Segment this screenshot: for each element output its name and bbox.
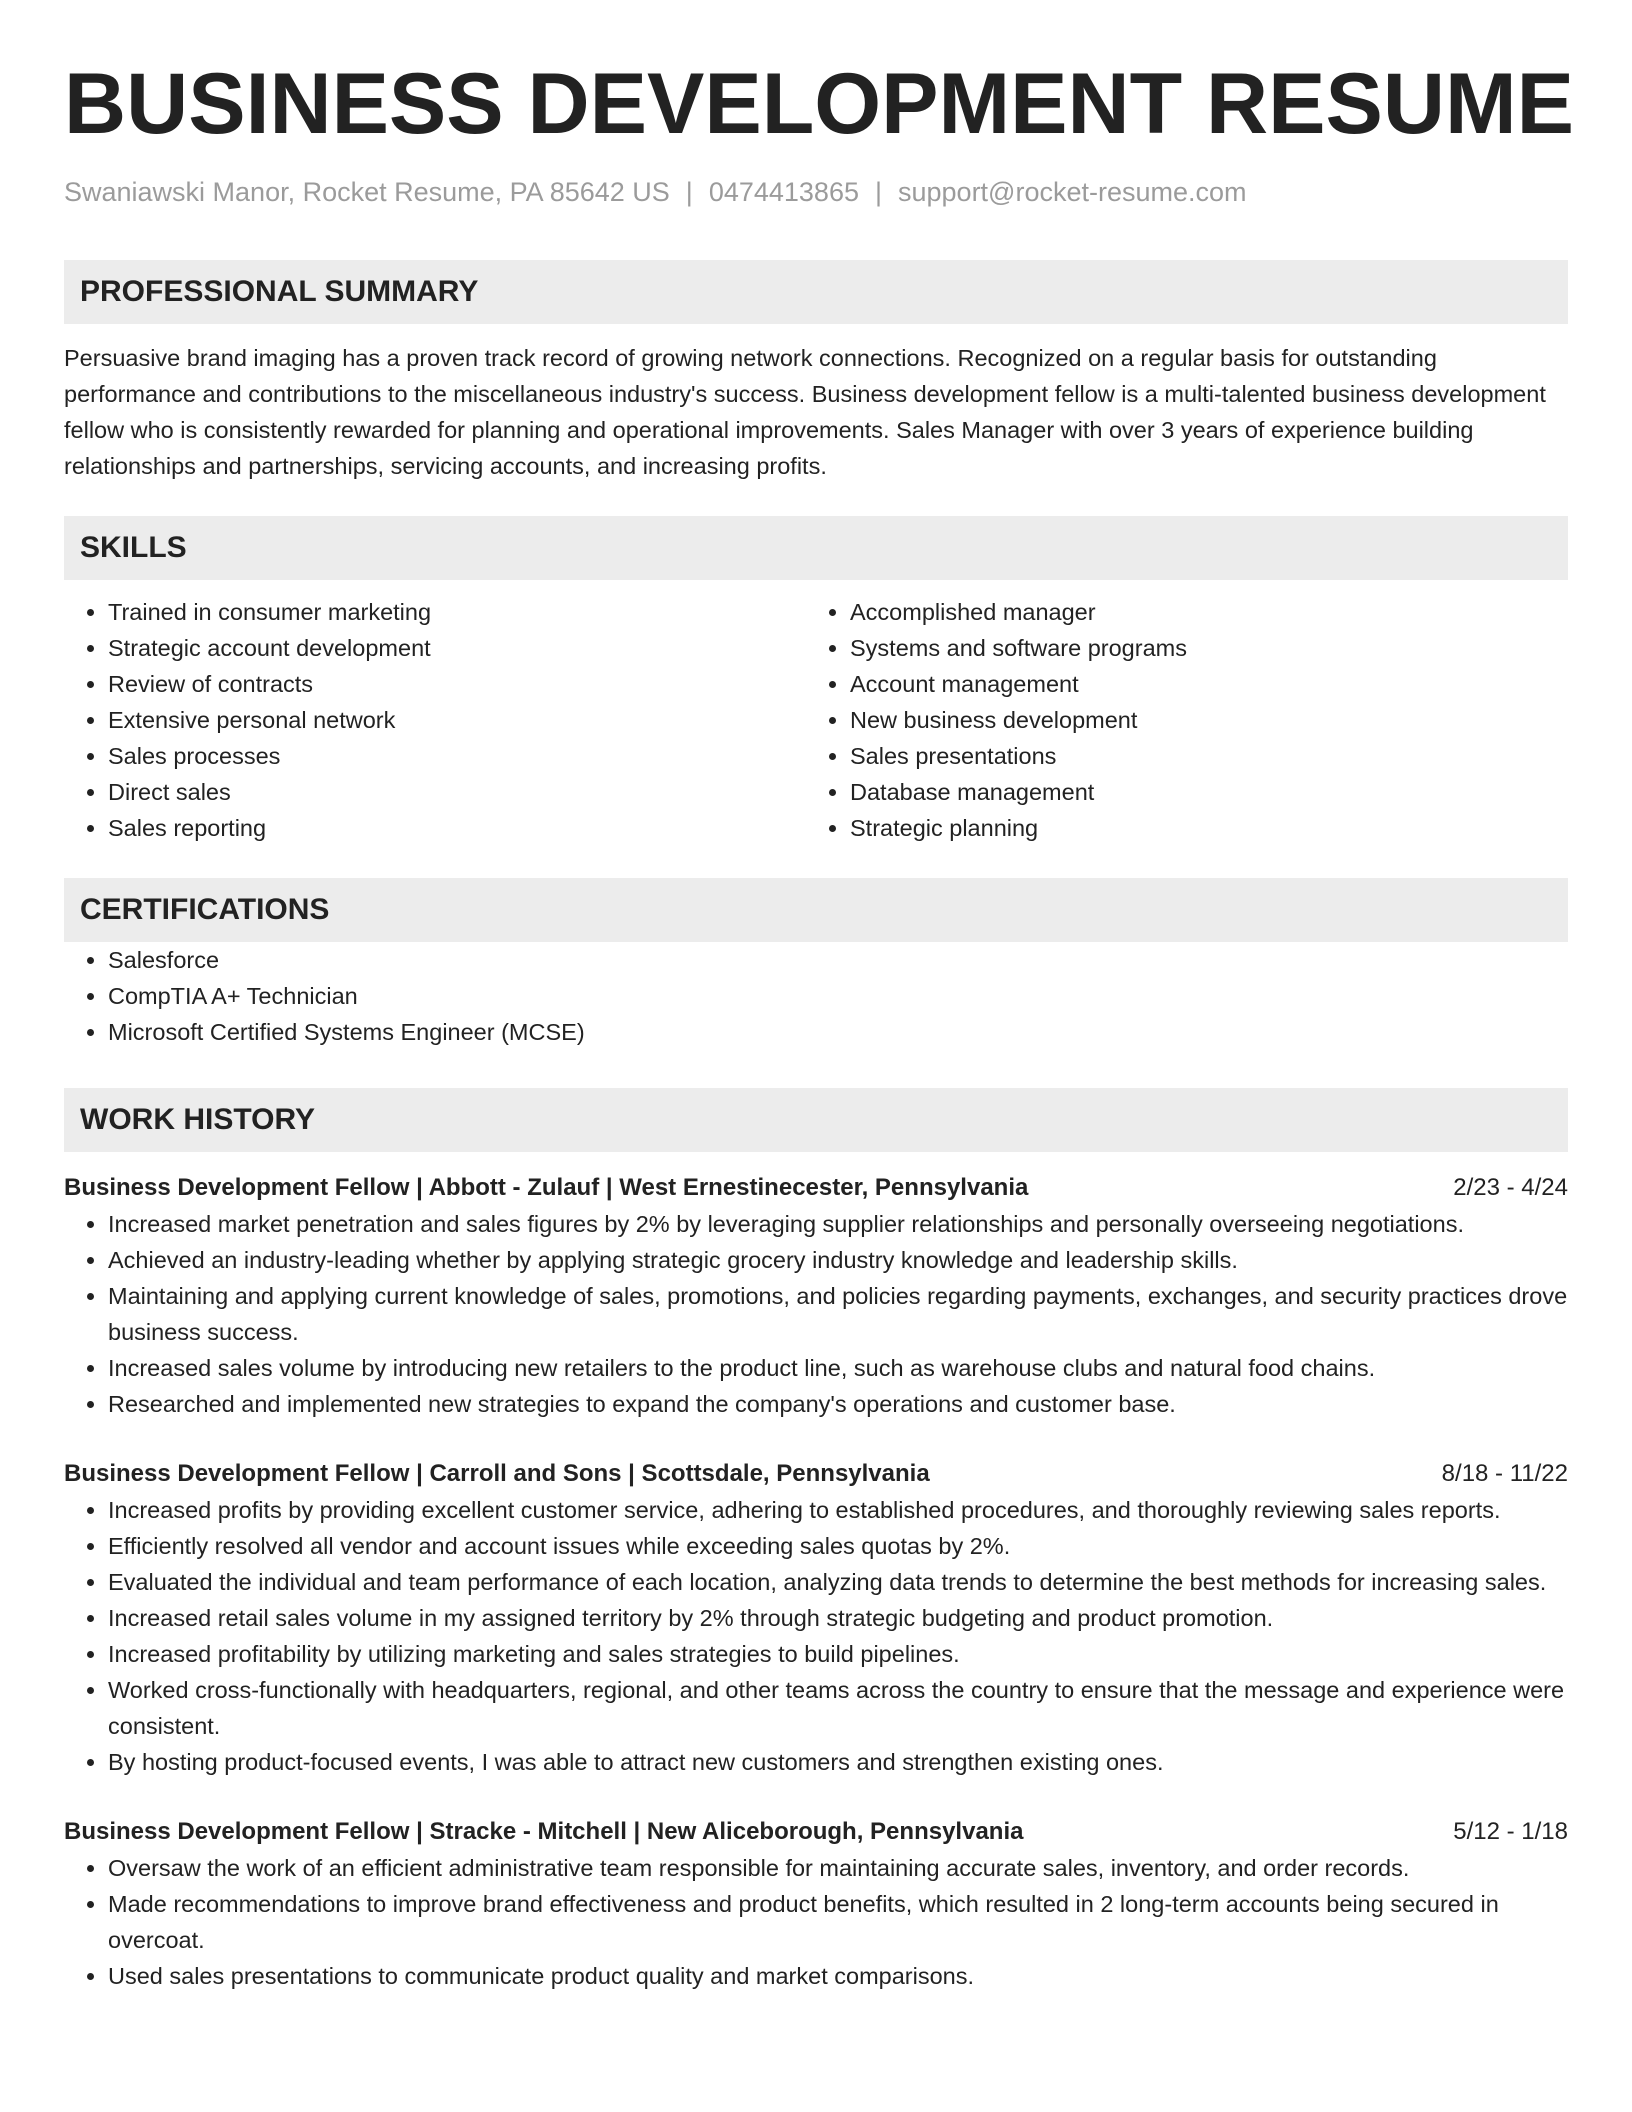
certification-item: • Microsoft Certified Systems Engineer (MCSE): [108, 1014, 1568, 1050]
job-bullets: [64, 1206, 1568, 1422]
skill-item: • Database management: [850, 774, 1548, 810]
job-header: [64, 1456, 1568, 1492]
certification-item: • CompTIA A+ Technician: [108, 978, 1568, 1014]
contact-line: [64, 176, 1568, 208]
skill-item: • Extensive personal network: [108, 702, 806, 738]
resume-page: [64, 0, 1574, 1994]
job-bullet: • Oversaw the work of an efficient administrative team responsible for maintaining accurate sales, inventory, and order records.: [108, 1850, 1568, 1886]
job-bullet: • Increased retail sales volume in my assigned territory by 2% through strategic budgeting and product promotion.: [108, 1600, 1568, 1636]
resume-title: BUSINESS DEVELOPMENT RESUME: [64, 56, 1574, 152]
job-bullets: [64, 1492, 1568, 1780]
job-entry: [64, 1456, 1568, 1780]
job-dates: 8/18 - 11/22: [1441, 1460, 1568, 1487]
job-bullet: • Increased profits by providing excellent customer service, adhering to established procedures, and thoroughly reviewing sales reports.: [108, 1492, 1568, 1528]
job-bullet: • Worked cross-functionally with headquarters, regional, and other teams across the country to ensure that the message and experience were consistent.: [108, 1672, 1568, 1744]
job-bullet: • Increased sales volume by introducing new retailers to the product line, such as warehouse clubs and natural food chains.: [108, 1350, 1568, 1386]
certifications-section-header: CERTIFICATIONS: [64, 878, 1568, 942]
job-entry: [64, 1814, 1568, 1994]
job-bullet: • Increased profitability by utilizing marketing and sales strategies to build pipelines.: [108, 1636, 1568, 1672]
skill-item: • Sales processes: [108, 738, 806, 774]
skill-item: • Sales presentations: [850, 738, 1548, 774]
summary-section-header: PROFESSIONAL SUMMARY: [64, 260, 1568, 324]
skill-item: • Strategic planning: [850, 810, 1548, 846]
skill-item: • Systems and software programs: [850, 630, 1548, 666]
job-entry: [64, 1170, 1568, 1422]
contact-separator: |: [874, 177, 882, 207]
job-header: [64, 1170, 1568, 1206]
job-bullet: • Efficiently resolved all vendor and account issues while exceeding sales quotas by 2%.: [108, 1528, 1568, 1564]
skills-list-left: [64, 594, 806, 846]
skill-item: • Direct sales: [108, 774, 806, 810]
contact-address: Swaniawski Manor, Rocket Resume, PA 85642 US: [64, 177, 670, 207]
contact-separator: |: [685, 177, 693, 207]
job-heading: Business Development Fellow | Carroll and Sons | Scottsdale, Pennsylvania: [64, 1460, 930, 1487]
job-bullet: • By hosting product-focused events, I was able to attract new customers and strengthen existing ones.: [108, 1744, 1568, 1780]
job-header: [64, 1814, 1568, 1850]
contact-phone: 0474413865: [708, 177, 859, 207]
job-heading: Business Development Fellow | Stracke - Mitchell | New Aliceborough, Pennsylvania: [64, 1818, 1024, 1845]
job-dates: 5/12 - 1/18: [1453, 1818, 1568, 1845]
certification-item: • Salesforce: [108, 942, 1568, 978]
job-bullets: [64, 1850, 1568, 1994]
skill-item: • Review of contracts: [108, 666, 806, 702]
certifications-list: [64, 942, 1568, 1050]
summary-text: Persuasive brand imaging has a proven track record of growing network connections. Recognized on a regular basis for outstanding performance and contributions to the miscellaneous industry's success. Business development fellow is a multi-talented business development fellow who is consistently rewarded for planning and operational improvements. Sales Manager with over 3 years of experience building relationships and partnerships, servicing accounts, and increasing profits.: [64, 345, 1546, 479]
job-bullet: • Evaluated the individual and team performance of each location, analyzing data trends to determine the best methods for increasing sales.: [108, 1564, 1568, 1600]
skill-item: • Account management: [850, 666, 1548, 702]
work-history-section-header: WORK HISTORY: [64, 1088, 1568, 1152]
job-bullet: • Increased market penetration and sales figures by 2% by leveraging supplier relationships and personally overseeing negotiations.: [108, 1206, 1568, 1242]
skill-item: • New business development: [850, 702, 1548, 738]
job-heading: Business Development Fellow | Abbott - Zulauf | West Ernestinecester, Pennsylvania: [64, 1174, 1029, 1201]
skills-section-header: SKILLS: [64, 516, 1568, 580]
skill-item: • Accomplished manager: [850, 594, 1548, 630]
job-bullet: • Made recommendations to improve brand effectiveness and product benefits, which resulted in 2 long-term accounts being secured in overcoat.: [108, 1886, 1568, 1958]
skills-list-right: [806, 594, 1548, 846]
skill-item: • Strategic account development: [108, 630, 806, 666]
job-bullet: • Used sales presentations to communicate product quality and market comparisons.: [108, 1958, 1568, 1994]
skills-grid: [64, 594, 1568, 846]
skill-item: • Trained in consumer marketing: [108, 594, 806, 630]
job-bullet: • Achieved an industry-leading whether by applying strategic grocery industry knowledge and leadership skills.: [108, 1242, 1568, 1278]
job-dates: 2/23 - 4/24: [1453, 1174, 1568, 1201]
job-bullet: • Maintaining and applying current knowledge of sales, promotions, and policies regarding payments, exchanges, and security practices drove business success.: [108, 1278, 1568, 1350]
skill-item: • Sales reporting: [108, 810, 806, 846]
contact-email: support@rocket-resume.com: [898, 177, 1247, 207]
job-bullet: • Researched and implemented new strategies to expand the company's operations and customer base.: [108, 1386, 1568, 1422]
